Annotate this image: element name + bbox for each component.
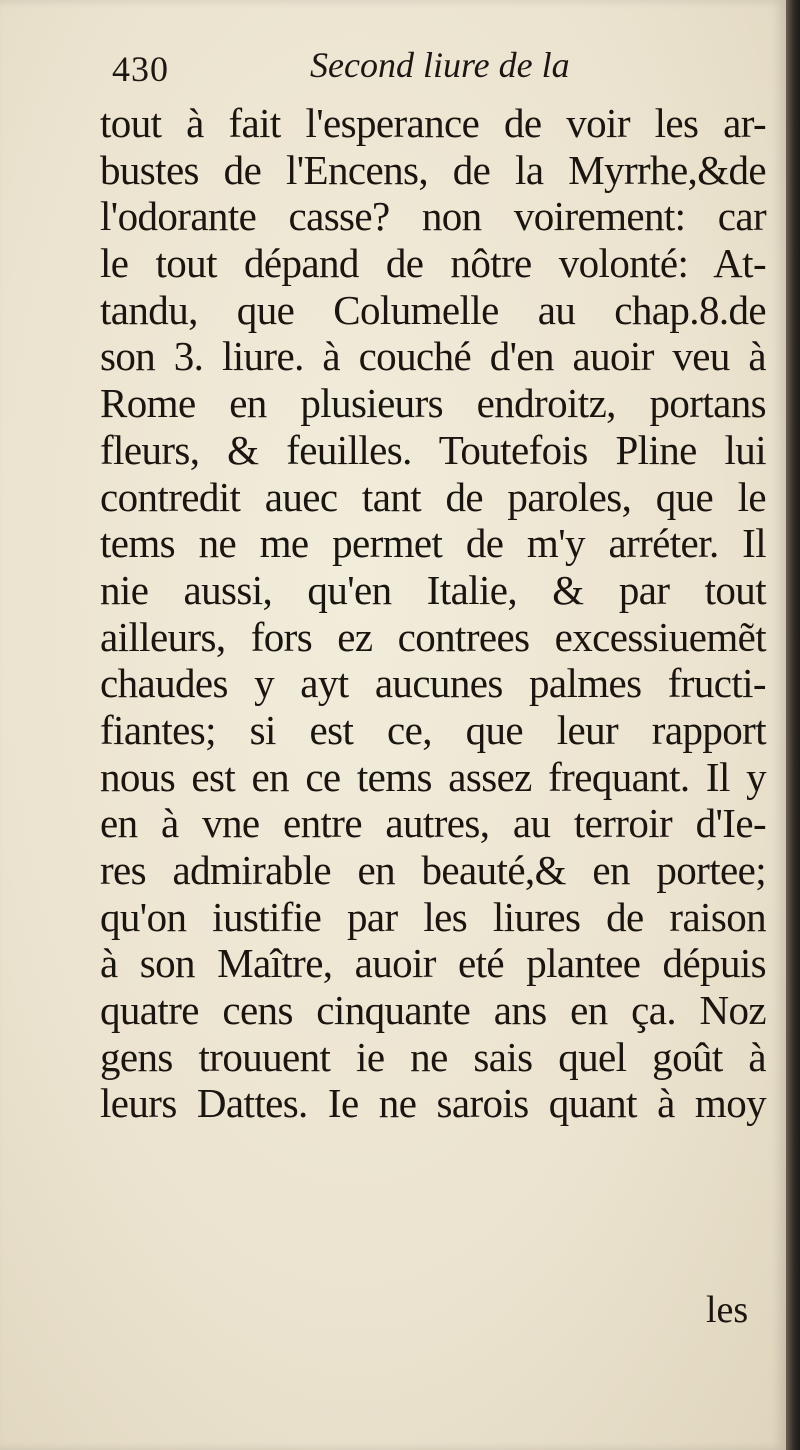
page-header bbox=[112, 42, 672, 98]
text-line: nous est en ce tems assez frequant. Il y bbox=[100, 753, 766, 800]
text-line: res admirable en beauté,& en portee; bbox=[100, 847, 766, 893]
text-line: gens trouuent ie ne sais quel goût à bbox=[100, 1033, 766, 1080]
text-line: à son Maître, auoir eté plantee dépuis bbox=[100, 940, 766, 987]
page-number: 430 bbox=[112, 49, 169, 89]
running-head: Second liure de la bbox=[310, 45, 570, 85]
text-line: nie aussi, qu'en Italie, & par tout bbox=[100, 566, 766, 613]
page-edge bbox=[786, 0, 800, 1450]
text-line: contredit auec tant de paroles, que le bbox=[100, 473, 766, 520]
text-line: ailleurs, fors ez contrees excessiuemẽt bbox=[100, 613, 766, 660]
text-line: bustes de l'Encens, de la Myrrhe,&de bbox=[100, 146, 766, 193]
text-line: qu'on iustifie par les liures de raison bbox=[100, 893, 766, 940]
text-line: tems ne me permet de m'y arréter. Il bbox=[100, 520, 766, 567]
text-line: fiantes; si est ce, que leur rapport bbox=[100, 706, 766, 753]
text-line: son 3. liure. à couché d'en auoir veu à bbox=[100, 333, 766, 380]
text-line: l'odorante casse? non voirement: car bbox=[100, 193, 766, 240]
text-line: le tout dépand de nôtre volonté: At- bbox=[100, 240, 766, 287]
catchword: les bbox=[706, 1289, 749, 1331]
text-line: tout à fait l'esperance de voir les ar- bbox=[100, 100, 766, 146]
text-line: en à vne entre autres, au terroir d'Ie- bbox=[100, 800, 766, 847]
text-line: chaudes y ayt aucunes palmes fructi- bbox=[100, 660, 766, 707]
page-body-text bbox=[100, 100, 766, 1127]
text-line: leurs Dattes. Ie ne sarois quant à moy bbox=[100, 1080, 766, 1127]
text-line: fleurs, & feuilles. Toutefois Pline lui bbox=[100, 426, 766, 473]
text-line: quatre cens cinquante ans en ça. Noz bbox=[100, 987, 766, 1034]
text-line: tandu, que Columelle au chap.8.de bbox=[100, 286, 766, 333]
text-line: Rome en plusieurs endroitz, portans bbox=[100, 380, 766, 427]
